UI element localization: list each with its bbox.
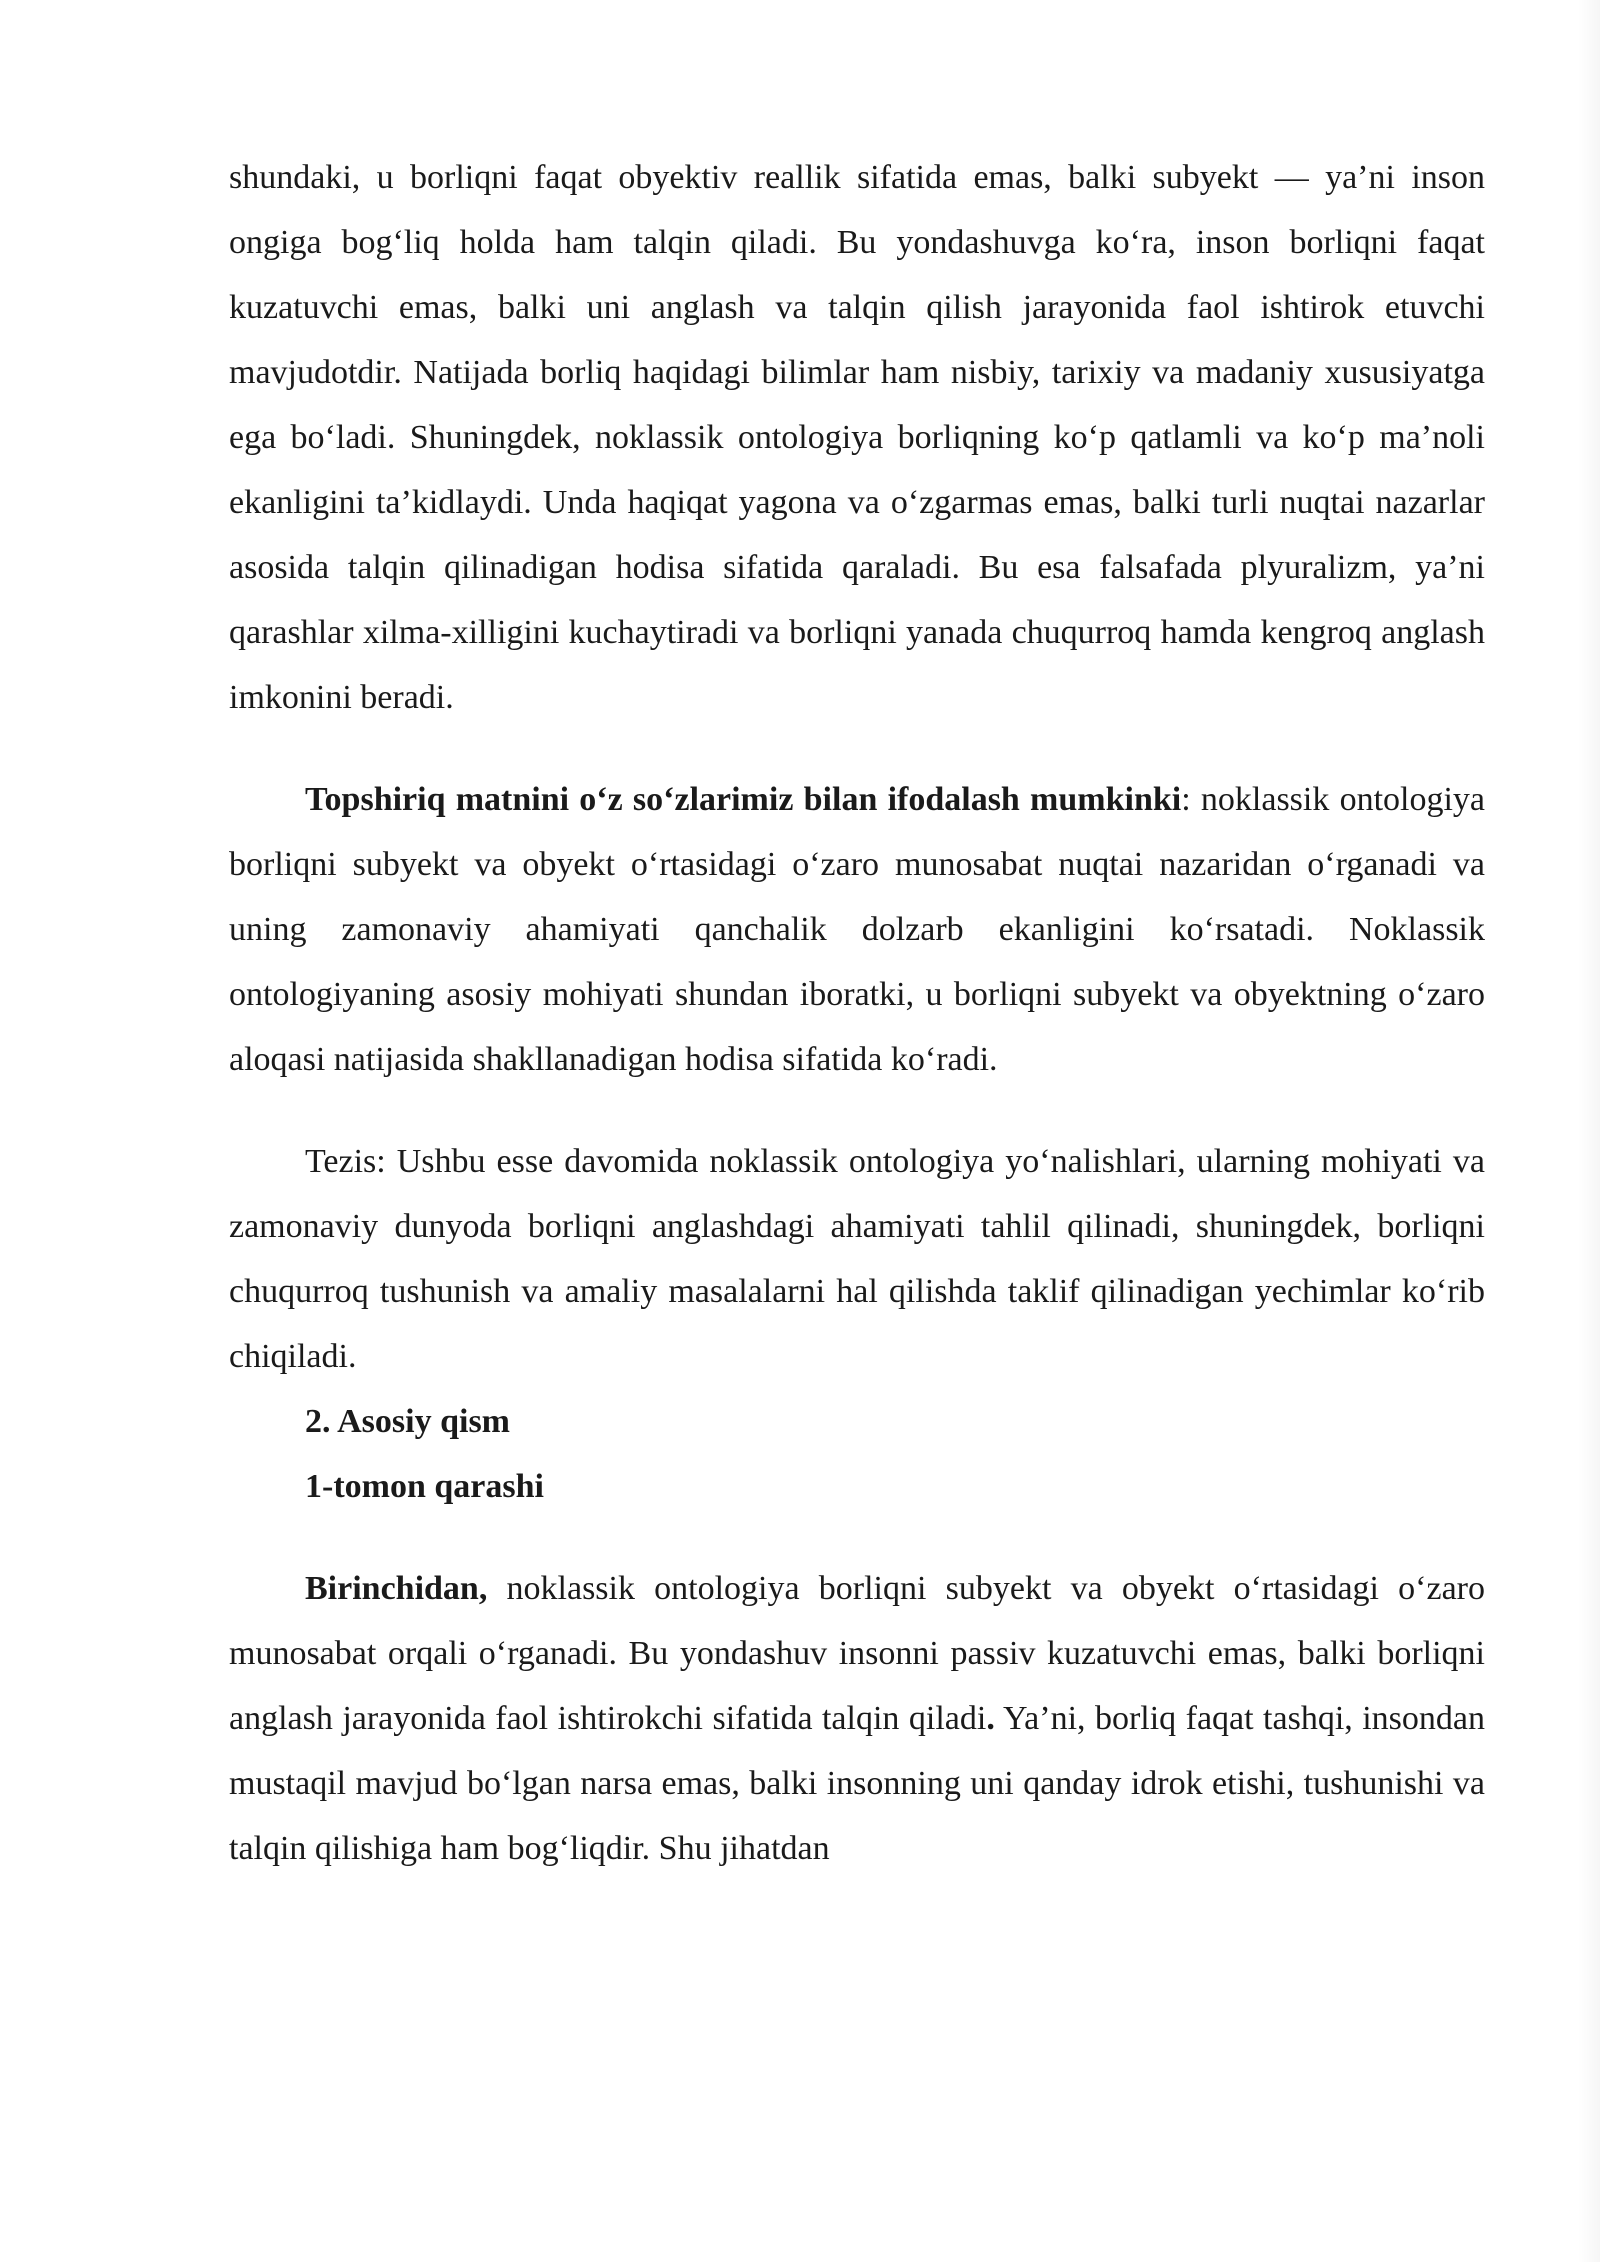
task-restatement-lead: Topshiriq matnini o‘z so‘zlarimiz bilan ifodalash mumkinki <box>305 781 1182 818</box>
subsection-heading: 1-tomon qarashi <box>305 1468 544 1505</box>
first-argument-bold-period: . <box>986 1700 995 1737</box>
page-edge-shadow <box>1578 0 1600 2262</box>
document-body <box>229 145 1485 1881</box>
section-heading: 2. Asosiy qism <box>305 1403 510 1440</box>
paragraph-first-argument <box>229 1556 1485 1881</box>
paragraph-task-restatement <box>229 767 1485 1092</box>
first-argument-text: noklassik ontologiya borliqni subyekt va obyekt o‘rtasidagi o‘zaro munosabat orqali o‘rganadi. Bu yondashuv insonni passiv kuzatuvchi emas, balki borliqni anglash jarayonida faol ishtirokchi sifatida talqin qiladi <box>229 1570 1485 1737</box>
task-restatement-text: : noklassik ontologiya borliqni subyekt va obyekt o‘rtasidagi o‘zaro munosabat nuqtai nazaridan o‘rganadi va uning zamonaviy ahamiyati qanchalik dolzarb ekanligini ko‘rsatadi. Noklassik ontologiyaning asosiy mohiyati shundan iboratki, u borliqni subyekt va obyektning o‘zaro aloqasi natijasida shakllanadigan hodisa sifatida ko‘radi. <box>229 781 1485 1078</box>
first-argument-text-end: Ya’ni, borliq faqat tashqi, insondan mustaqil mavjud bo‘lgan narsa emas, balki insonning uni qanday idrok etishi, tushunishi va talqin qilishiga ham bog‘liqdir. Shu jihatdan <box>229 1700 1485 1867</box>
paragraph-thesis: Tezis: Ushbu esse davomida noklassik ontologiya yo‘nalishlari, ularning mohiyati va zamonaviy dunyoda borliqni anglashdagi ahamiyati tahlil qilinadi, shuningdek, borliqni chuqurroq tushunish va amaliy masalalarni hal qilishda taklif qilinadigan yechimlar ko‘rib chiqiladi. <box>229 1143 1485 1375</box>
paragraph-continuation: shundaki, u borliqni faqat obyektiv reallik sifatida emas, balki subyekt — ya’ni inson ongiga bog‘liq holda ham talqin qiladi. Bu yondashuvga ko‘ra, inson borliqni faqat kuzatuvchi emas, balki uni anglash va talqin qilish jarayonida faol ishtirok etuvchi mavjudotdir. Natijada borliq haqidagi bilimlar ham nisbiy, tarixiy va madaniy xususiyatga ega bo‘ladi. Shuningdek, noklassik ontologiya borliqning ko‘p qatlamli va ko‘p ma’noli ekanligini ta’kidlaydi. Unda haqiqat yagona va o‘zgarmas emas, balki turli nuqtai nazarlar asosida talqin qilinadigan hodisa sifatida qaraladi. Bu esa falsafada plyuralizm, ya’ni qarashlar xilma-xilligini kuchaytiradi va borliqni yanada chuqurroq hamda kengroq anglash imkonini beradi. <box>229 159 1485 716</box>
first-argument-lead: Birinchidan, <box>305 1570 488 1607</box>
